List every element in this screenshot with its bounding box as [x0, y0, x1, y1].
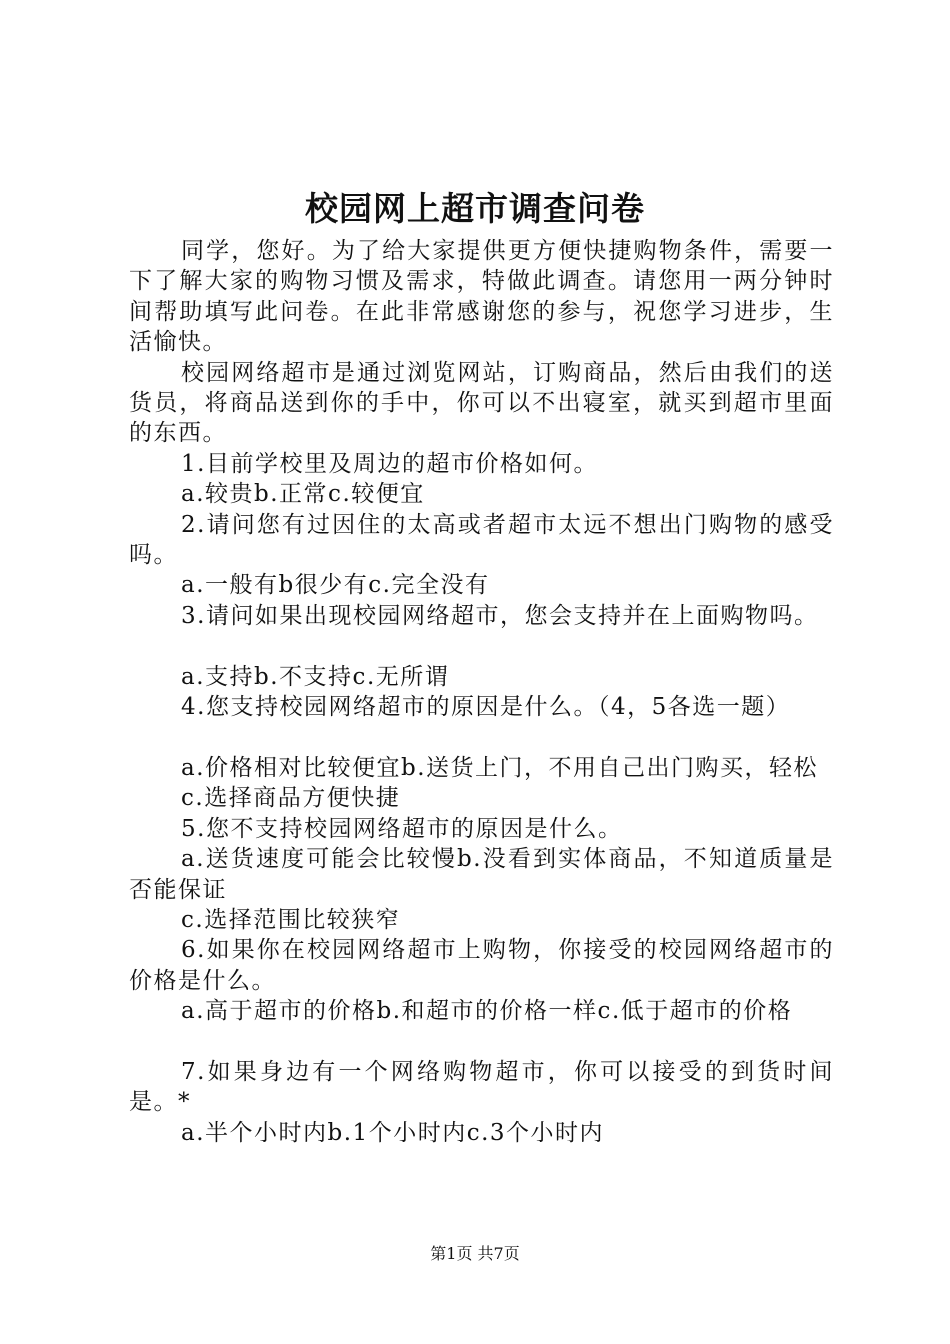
blank-line: [129, 1027, 834, 1057]
question-7: 7.如果身边有一个网络购物超市，你可以接受的到货时间是。*: [129, 1058, 834, 1116]
question-6-options: a.高于超市的价格b.和超市的价格一样c.低于超市的价格: [181, 998, 793, 1025]
question-4-options-ab: a.价格相对比较便宜b.送货上门，不用自己出门购买，轻松: [181, 754, 819, 781]
page-number-footer: 第1页 共7页: [430, 1244, 520, 1263]
question-1: 1.目前学校里及周边的超市价格如何。: [181, 450, 598, 477]
question-3: 3.请问如果出现校园网络超市，您会支持并在上面购物吗。: [181, 602, 819, 629]
question-5: 5.您不支持校园网络超市的原因是什么。: [181, 815, 623, 842]
document-title: 校园网上超市调查问卷: [305, 189, 645, 228]
question-7-options: a.半个小时内b.1个小时内c.3个小时内: [181, 1119, 605, 1146]
question-1-options: a.较贵b.正常c.较便宜: [181, 481, 425, 508]
blank-line: [129, 722, 834, 752]
question-4-option-c: c.选择商品方便快捷: [181, 785, 401, 812]
document-body: [129, 236, 834, 1148]
paragraph-greeting: 同学，您好。为了给大家提供更方便快捷购物条件，需要一下了解大家的购物习惯及需求，特做此调查。请您用一两分钟时间帮助填写此问卷。在此非常感谢您的参与，祝您学习进步，生活愉快。: [129, 238, 834, 356]
question-2: 2.请问您有过因住的太高或者超市太远不想出门购物的感受吗。: [129, 511, 834, 569]
question-5-options-ab: a.送货速度可能会比较慢b.没看到实体商品，不知道质量是否能保证: [129, 846, 834, 903]
paragraph-intro: 校园网络超市是通过浏览网站，订购商品，然后由我们的送货员，将商品送到你的手中，你可以不出寝室，就买到超市里面的东西。: [129, 359, 834, 447]
question-3-options: a.支持b.不支持c.无所谓: [181, 663, 450, 690]
blank-line: [129, 631, 834, 661]
question-5-option-c: c.选择范围比较狭窄: [181, 906, 401, 933]
question-2-options: a.一般有b很少有c.完全没有: [181, 572, 490, 599]
question-6: 6.如果你在校园网络超市上购物，你接受的校园网络超市的价格是什么。: [129, 937, 834, 994]
question-4: 4.您支持校园网络超市的原因是什么。（4，5各选一题）: [181, 694, 791, 721]
